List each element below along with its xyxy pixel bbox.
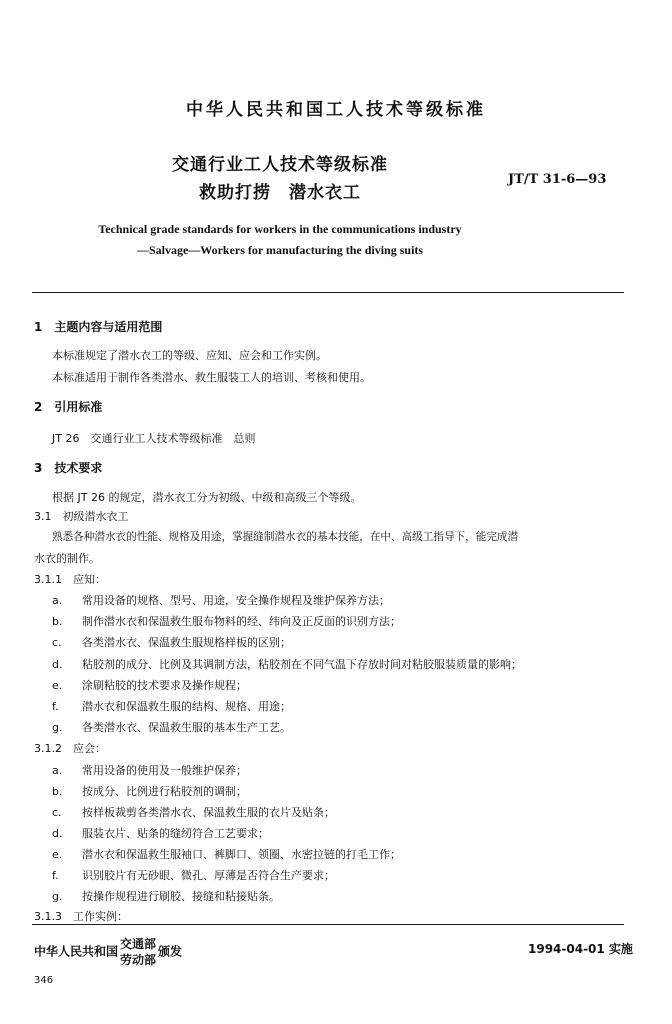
issuer-ministry-transport: 交通部 xyxy=(120,937,157,951)
list-item xyxy=(52,888,280,904)
list-text: 服装衣片、贴条的缝纫符合工艺要求； xyxy=(82,827,269,840)
list-marker: e. xyxy=(52,848,63,861)
section-3-1-2-title: 3.1.2 应会： xyxy=(34,742,106,755)
list-item xyxy=(52,867,335,883)
section-1-paragraph-2: 本标准适用于制作各类潜水、救生服装工人的培训、考核和使用。 xyxy=(52,371,371,384)
list-text: 常用设备的使用及一般维护保养； xyxy=(82,764,247,777)
list-marker: d. xyxy=(52,658,63,671)
section-3-1-paragraph-line2: 水衣的制作。 xyxy=(34,552,100,565)
issuer-suffix: 颁发 xyxy=(158,944,183,959)
list-marker: g. xyxy=(52,721,63,734)
section-3-paragraph: 根据 JT 26 的规定，潜水衣工分为初级、中级和高级三个等级。 xyxy=(52,491,362,504)
issuer xyxy=(34,936,182,968)
standard-title-line2: 救助打捞 潜水衣工 xyxy=(199,183,361,203)
list-text: 按操作规程进行刷胶、接缝和粘接贴条。 xyxy=(82,890,280,903)
issuer-ministries xyxy=(120,936,156,968)
list-text: 制作潜水衣和保温救生服布物料的经、纬向及正反面的识别方法； xyxy=(82,615,401,628)
page-number: 346 xyxy=(34,975,54,986)
list-text: 涂刷粘胶的技术要求及操作规程； xyxy=(82,679,247,692)
header-rule xyxy=(32,292,624,293)
standard-code: JT/T 31-6—93 xyxy=(508,172,607,187)
list-item xyxy=(52,656,522,672)
list-text: 识别胶片有无砂眼、微孔、厚薄是否符合生产要求； xyxy=(82,869,335,882)
section-2-reference: JT 26 交通行业工人技术等级标准 总则 xyxy=(52,432,256,445)
list-marker: d. xyxy=(52,827,63,840)
list-marker: a. xyxy=(52,764,63,777)
list-item xyxy=(52,677,247,693)
section-1-title: 1 主题内容与适用范围 xyxy=(34,320,163,334)
list-marker: c. xyxy=(52,806,62,819)
list-marker: f. xyxy=(52,700,59,713)
list-item xyxy=(52,698,291,714)
list-marker: f. xyxy=(52,869,59,882)
list-text: 潜水衣和保温救生服袖口、裤脚口、领圈、水密拉链的打毛工作； xyxy=(82,848,401,861)
list-text: 各类潜水衣、保温救生服规格样板的区别； xyxy=(82,636,291,649)
section-1-paragraph-1: 本标准规定了潜水衣工的等级、应知、应会和工作实例。 xyxy=(52,349,327,362)
footer-rule xyxy=(32,924,624,925)
list-item xyxy=(52,783,247,799)
list-text: 潜水衣和保温救生服的结构、规格、用途； xyxy=(82,700,291,713)
list-item xyxy=(52,613,401,629)
list-item xyxy=(52,762,247,778)
list-item xyxy=(52,719,291,735)
list-item xyxy=(52,804,335,820)
english-title-line1: Technical grade standards for workers in the communications industry xyxy=(98,222,462,236)
list-item xyxy=(52,592,390,608)
list-marker: a. xyxy=(52,594,63,607)
section-3-1-1-title: 3.1.1 应知： xyxy=(34,573,106,586)
effective-date: 1994-04-01 实施 xyxy=(528,942,633,956)
list-text: 按成分、比例进行粘胶剂的调制； xyxy=(82,785,247,798)
list-text: 按样板裁剪各类潜水衣、保温救生服的衣片及贴条； xyxy=(82,806,335,819)
section-3-1-paragraph-line1: 熟悉各种潜水衣的性能、规格及用途，掌握缝制潜水衣的基本技能，在中、高级工指导下，能完成潜 xyxy=(52,531,519,543)
list-text: 各类潜水衣、保温救生服的基本生产工艺。 xyxy=(82,721,291,734)
list-marker: b. xyxy=(52,785,63,798)
list-text: 常用设备的规格、型号、用途，安全操作规程及维护保养方法； xyxy=(82,594,390,607)
list-marker: e. xyxy=(52,679,63,692)
standard-title-line1: 交通行业工人技术等级标准 xyxy=(172,155,388,175)
list-text: 粘胶剂的成分、比例及其调制方法，粘胶剂在不同气温下存放时间对粘胶服装质量的影响； xyxy=(82,658,522,671)
section-3-title: 3 技术要求 xyxy=(34,461,103,475)
list-marker: c. xyxy=(52,636,62,649)
english-title-line2: —Salvage—Workers for manufacturing the diving suits xyxy=(136,243,424,257)
list-item xyxy=(52,846,401,862)
section-3-1-title: 3.1 初级潜水衣工 xyxy=(34,510,129,523)
section-2-title: 2 引用标准 xyxy=(34,400,103,414)
list-item xyxy=(52,825,269,841)
series-title: 中华人民共和国工人技术等级标准 xyxy=(186,100,486,120)
section-3-1-3-title: 3.1.3 工作实例： xyxy=(34,910,128,923)
list-marker: b. xyxy=(52,615,63,628)
list-item xyxy=(52,634,291,650)
issuer-ministry-labour: 劳动部 xyxy=(120,953,157,967)
issuer-prefix: 中华人民共和国 xyxy=(34,944,119,959)
list-marker: g. xyxy=(52,890,63,903)
